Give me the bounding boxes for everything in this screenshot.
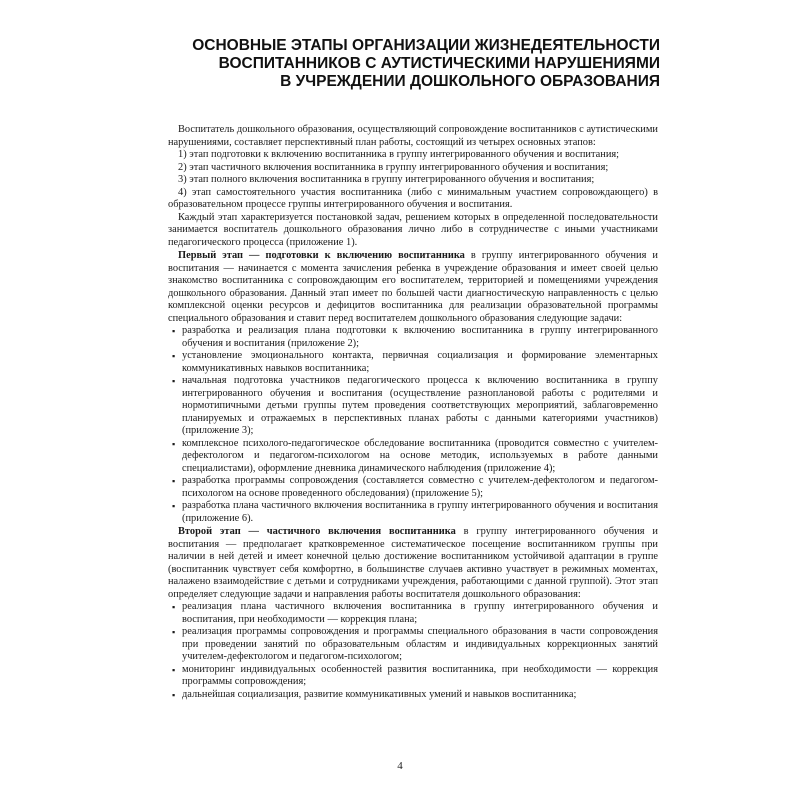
list-item: ▪ комплексное психолого-педагогическое обследование воспитанника (проводится совместно с учителем-дефектологом и педагогом-психологом на основе методик, используемых в работе данными специалистами), оформление дневника динамического наблюдения (приложение 4); — [172, 438, 658, 476]
title-line-1: ОСНОВНЫЕ ЭТАПЫ ОРГАНИЗАЦИИ ЖИЗНЕДЕЯТЕЛЬНОСТИ — [192, 37, 660, 54]
stage-1-text: в группу интегрированного обучения и воспитания — начинается с момента зачисления ребенка в учреждение образования и имеет своей целью знакомство воспитанника с сопровождающим его воспитателем, территорией и помещениями учреждения дошкольного образования. Данный этап имеет по большей части диагностическую направленность с целью комплексной оценки ресурсов и дефицитов воспитанника для реализации образовательной программы специального образования и ставит перед воспитателем дошкольного образования следующие задачи: — [168, 250, 658, 324]
stages-list-item: 4) этап самостоятельного участия воспитанника (либо с минимальным участием сопровождающего) в образовательном процессе группы интегрированного обучения и воспитания. — [168, 186, 658, 210]
list-item: ▪ разработка плана частичного включения воспитанника в группу интегрированного обучения и воспитания (приложение 6). — [172, 500, 658, 525]
stages-list-item: 1) этап подготовки к включению воспитанника в группу интегрированного обучения и воспитания; — [178, 149, 620, 160]
list-item: ▪ дальнейшая социализация, развитие коммуникативных умений и навыков воспитанника; — [172, 689, 658, 702]
list-item: ▪ установление эмоционального контакта, первичная социализация и формирование элементарных коммуникативных навыков воспитанника; — [172, 350, 658, 375]
stage-2-task-list — [168, 601, 658, 701]
title-line-3: В УЧРЕЖДЕНИИ ДОШКОЛЬНОГО ОБРАЗОВАНИЯ — [280, 73, 660, 90]
list-item: ▪ разработка программы сопровождения (составляется совместно с учителем-дефектологом и педагогом-психологом на основе проведенного обследования) (приложение 5); — [172, 475, 658, 500]
list-item: ▪ реализация плана частичного включения воспитанника в группу интегрированного обучения и воспитания, при необходимости — коррекция плана; — [172, 601, 658, 626]
stage-1-heading: Первый этап — подготовки к включению воспитанника — [178, 250, 465, 261]
stage-2-paragraph — [168, 526, 658, 601]
title-line-2: ВОСПИТАННИКОВ С АУТИСТИЧЕСКИМИ НАРУШЕНИЯМИ — [218, 55, 660, 72]
intro-paragraph: Воспитатель дошкольного образования, осуществляющий сопровождение воспитанников с аутистическими нарушениями, составляет перспективный план работы, состоящий из четырех основных этапов: — [168, 124, 658, 148]
stage-2-text: в группу интегрированного обучения и воспитания — предполагает кратковременное систематическое посещение воспитанником группы при наличии в ней детей и имеет конечной целью достижение воспитанником устойчивой адаптации в группе (воспитанник чувствует себя комфортно, в большинстве случаев активно участвует в режимных моментах, налажено взаимодействие с детьми и сотрудниками учреждения, работающими с данной группой). Этот этап определяет следующие задачи и направления работы воспитателя дошкольного образования: — [168, 526, 658, 600]
list-item: ▪ реализация программы сопровождения и программы специального образования в части сопровождения при проведении занятий по образовательным областям и индивидуальных коррекционных занятий учителем-дефектологом и педагогом-психологом; — [172, 626, 658, 664]
list-item: ▪ начальная подготовка участников педагогического процесса к включению воспитанника в группу интегрированного обучения и воспитания (осуществление разноплановой работы с родителями и нормотипичными детьми группы путем проведения соответствующих мероприятий, заблаговременно планируемых и отражаемых в перспективных планах работы с данными категориями участников) (приложение 3); — [172, 375, 658, 438]
stage-2-heading: Второй этап — частичного включения воспитанника — [178, 526, 456, 537]
stages-list-item: 2) этап частичного включения воспитанника в группу интегрированного обучения и воспитания; — [178, 161, 609, 173]
stages-list-item: 3) этап полного включения воспитанника в группу интегрированного обучения и воспитания; — [178, 174, 595, 185]
each-stage-paragraph: Каждый этап характеризуется постановкой задач, решением которых в определенной последовательности занимается воспитатель дошкольного образования лично либо в сотрудничестве с иными участниками педагогического процесса (приложение 1). — [168, 211, 658, 248]
page-title — [140, 37, 660, 91]
document-body — [168, 124, 658, 701]
stage-1-task-list — [168, 325, 658, 525]
list-item: ▪ разработка и реализация плана подготовки к включению воспитанника в группу интегрированного обучения и воспитания (приложение 2); — [172, 325, 658, 350]
list-item: ▪ мониторинг индивидуальных особенностей развития воспитанника, при необходимости — коррекция программы сопровождения; — [172, 664, 658, 689]
page-number: 4 — [397, 760, 403, 772]
stage-1-paragraph — [168, 250, 658, 325]
